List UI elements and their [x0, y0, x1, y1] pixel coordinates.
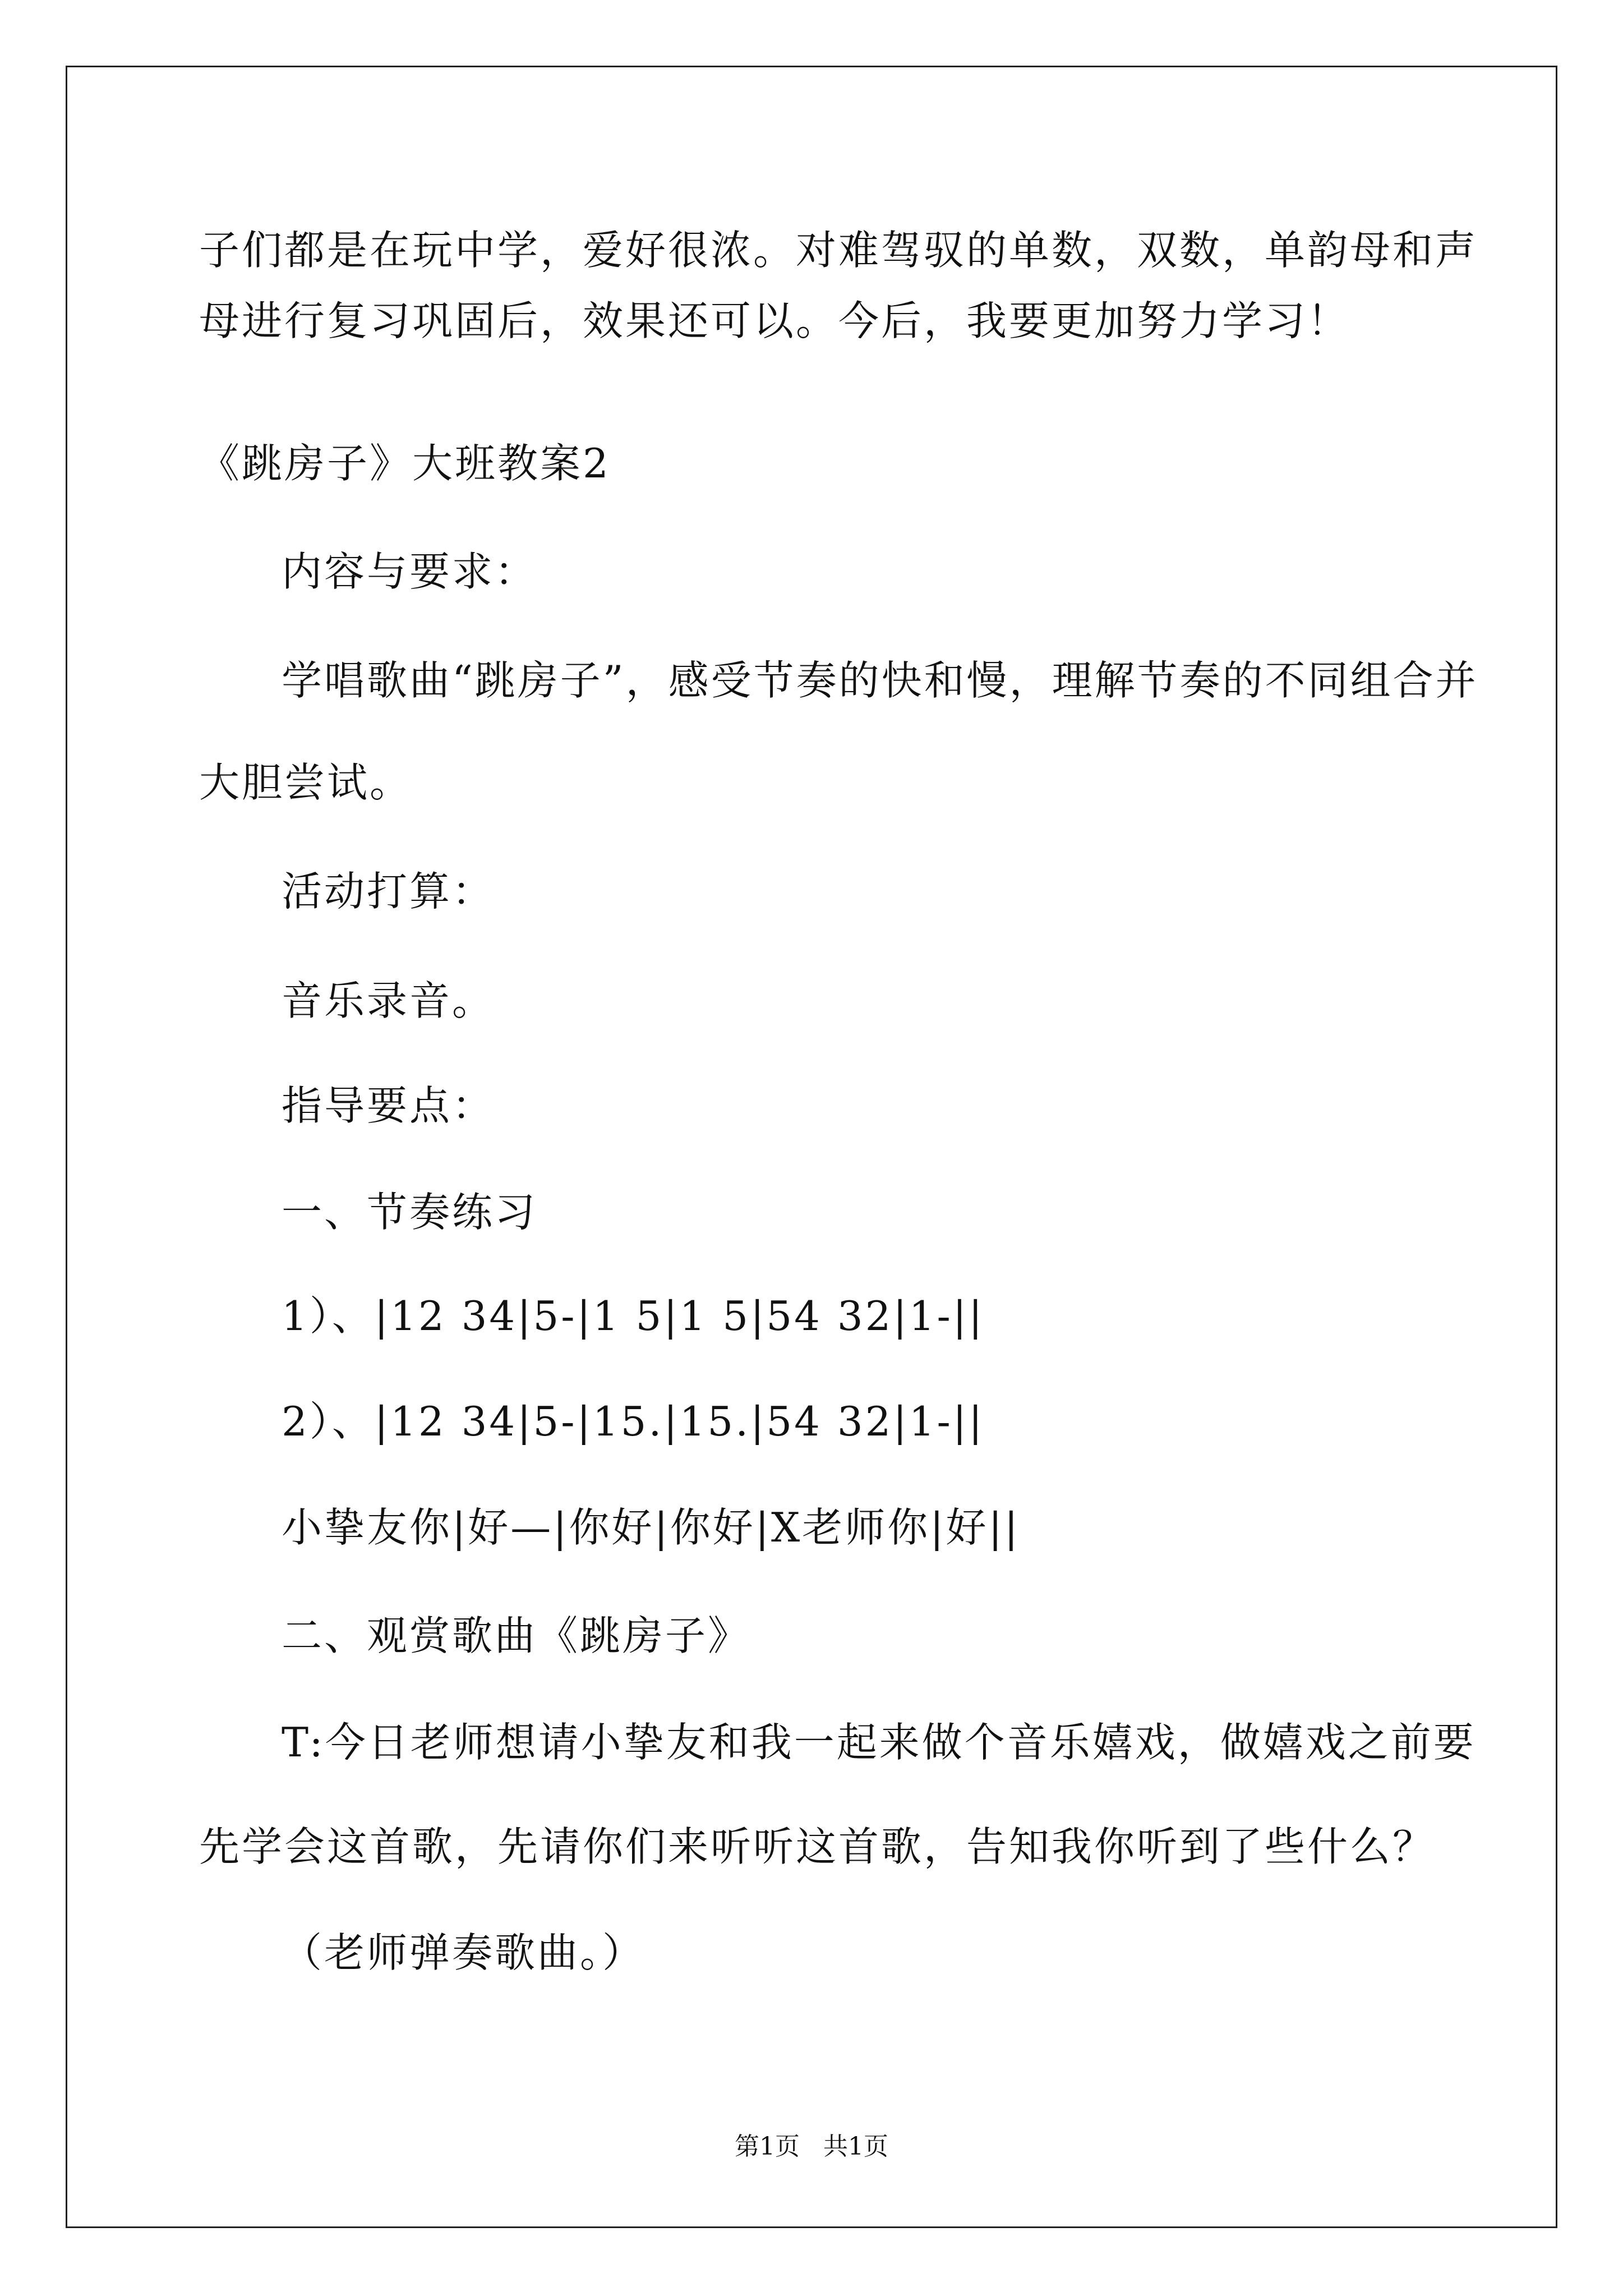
rhythm-line-2: 2）、|12 34|5-|15.|15.|54 32|1-|| [282, 1398, 985, 1445]
body-line-step-1: 一、节奏练习 [282, 1189, 538, 1236]
body-line-heading-guide: 指导要点： [282, 1082, 495, 1129]
body-line-1: 子们都是在玩中学，爱好很浓。对难驾驭的单数，双数，单韵母和声 [199, 227, 1478, 274]
rhythm-line-1: 1）、|12 34|5-|1 5|1 5|54 32|1-|| [282, 1292, 985, 1340]
page-footer: 第1页 共1页 [735, 2132, 888, 2161]
section-title: 《跳房子》大班教案2 [199, 440, 611, 487]
body-line-heading-plan: 活动打算： [282, 868, 495, 915]
body-line-teacher-2: 先学会这首歌，先请你们来听听这首歌，告知我你听到了些什么？ [199, 1823, 1436, 1870]
body-line-teacher-1: T:今日老师想请小挚友和我一起来做个音乐嬉戏，做嬉戏之前要 [282, 1719, 1476, 1766]
rhythm-line-3: 小挚友你|好—|你好|你好|X老师你|好|| [282, 1504, 1021, 1551]
body-line-plan: 音乐录音。 [282, 977, 495, 1024]
body-line-content-2: 大胆尝试。 [199, 759, 413, 806]
page-border [66, 66, 1557, 2228]
body-line-2: 母进行复习巩固后，效果还可以。今后，我要更加努力学习！ [199, 297, 1350, 344]
body-line-content-1: 学唱歌曲“跳房子”，感受节奏的快和慢，理解节奏的不同组合并 [282, 657, 1478, 704]
body-line-step-2: 二、观赏歌曲《跳房子》 [282, 1612, 751, 1659]
body-line-heading-content: 内容与要求： [282, 548, 538, 595]
body-line-teacher-3: （老师弹奏歌曲。） [282, 1929, 645, 1976]
